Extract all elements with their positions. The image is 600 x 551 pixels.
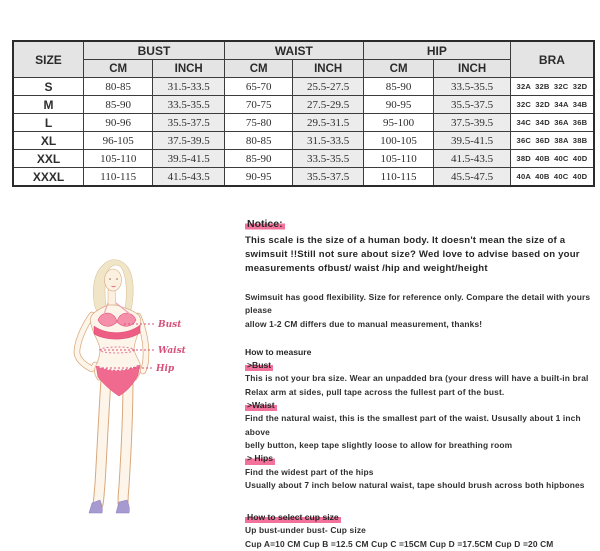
header-bust: BUST	[83, 41, 224, 60]
hip-label: Hip	[156, 364, 175, 374]
hip-inch: 41.5-43.5	[434, 150, 511, 168]
size-label: XL	[13, 132, 83, 150]
cup-size-line: Cup A=10 CM Cup B =12.5 CM Cup C =15CM Cup D =17.5CM Cup D =20 CM	[245, 538, 554, 549]
how-to-measure-title: How to measure	[245, 346, 312, 357]
bra-sizes: 32A 32B 32C 32D	[510, 78, 594, 96]
bust-inch: 31.5-33.5	[153, 78, 225, 96]
flex-line: allow 1-2 CM differs due to manual measurement, thanks!	[245, 318, 483, 329]
bust-inch: 33.5-35.5	[153, 96, 225, 114]
header-bust-cm: CM	[83, 60, 152, 78]
waist-instruction-line: belly button, keep tape slightly loose to allow for breathing room	[245, 439, 513, 450]
header-hip: HIP	[363, 41, 510, 60]
size-label: M	[13, 96, 83, 114]
hip-inch: 45.5-47.5	[434, 168, 511, 187]
bra-sizes: 40A 40B 40C 40D	[510, 168, 594, 187]
waist-inch: 25.5-27.5	[293, 78, 363, 96]
notice-line: measurements ofbust/ waist /hip and weight/height	[245, 263, 488, 274]
hip-cm: 90-95	[363, 96, 433, 114]
table-row-xxxl	[13, 168, 594, 187]
bust-cm: 110-115	[83, 168, 152, 187]
bra-sizes: 32C 32D 34A 34B	[510, 96, 594, 114]
flexibility-note	[245, 291, 597, 331]
bra-sizes: 34C 34D 36A 36B	[510, 114, 594, 132]
waist-cm: 65-70	[224, 78, 292, 96]
bust-inch: 35.5-37.5	[153, 114, 225, 132]
waist-inch: 33.5-35.5	[293, 150, 363, 168]
table-row-m	[13, 96, 594, 114]
header-waist: WAIST	[224, 41, 363, 60]
hip-cm: 110-115	[363, 168, 433, 187]
size-chart-table	[12, 40, 595, 187]
figure-left-shoe	[89, 500, 102, 513]
notice-section	[245, 214, 597, 276]
size-label: S	[13, 78, 83, 96]
figure-head	[105, 269, 122, 291]
table-header-row	[13, 41, 594, 60]
header-hip-cm: CM	[363, 60, 433, 78]
cup-size-line: Up bust-under bust- Cup size	[245, 525, 366, 536]
bust-inch: 41.5-43.5	[153, 168, 225, 187]
size-label: XXXL	[13, 168, 83, 187]
header-hip-inch: INCH	[434, 60, 511, 78]
hips-instruction-line: Find the widest part of the hips	[245, 466, 374, 477]
bust-inch: 39.5-41.5	[153, 150, 225, 168]
waist-inch: 29.5-31.5	[293, 114, 363, 132]
figure-right-leg	[123, 380, 128, 503]
hip-inch: 37.5-39.5	[434, 114, 511, 132]
size-label: L	[13, 114, 83, 132]
hip-cm: 100-105	[363, 132, 433, 150]
cup-size-section	[245, 511, 597, 551]
bra-sizes: 36C 36D 38A 38B	[510, 132, 594, 150]
notice-line: This scale is the size of a human body. It doesn't mean the size of a	[245, 235, 566, 246]
header-bust-inch: INCH	[153, 60, 225, 78]
header-waist-cm: CM	[224, 60, 292, 78]
waist-cm: 75-80	[224, 114, 292, 132]
table-row-l	[13, 114, 594, 132]
table-row-s	[13, 78, 594, 96]
header-bra: BRA	[510, 41, 594, 78]
bust-cm: 90-96	[83, 114, 152, 132]
hip-cm: 85-90	[363, 78, 433, 96]
hip-cm: 95-100	[363, 114, 433, 132]
waist-cm: 85-90	[224, 150, 292, 168]
bust-cm: 80-85	[83, 78, 152, 96]
measurement-guide	[245, 214, 597, 551]
waist-cm: 80-85	[224, 132, 292, 150]
hip-inch: 33.5-35.5	[434, 78, 511, 96]
bust-section-heading: >Bust	[245, 359, 273, 372]
hips-section-heading: > Hips	[245, 452, 275, 465]
cup-size-heading: How to select cup size	[245, 511, 341, 524]
waist-section-heading: >Waist	[245, 399, 277, 412]
figure-neck	[108, 290, 116, 306]
waist-cm: 70-75	[224, 96, 292, 114]
waist-label: Waist	[158, 346, 186, 356]
hip-inch: 39.5-41.5	[434, 132, 511, 150]
hip-cm: 105-110	[363, 150, 433, 168]
bust-instruction-line: Relax arm at sides, pull tape across the fullest part of the bust.	[245, 386, 505, 397]
bust-inch: 37.5-39.5	[153, 132, 225, 150]
measurement-figure	[58, 246, 268, 531]
bust-cm: 105-110	[83, 150, 152, 168]
flex-line: Swimsuit has good flexibility. Size for reference only. Compare the detail with yours please	[245, 292, 591, 316]
waist-inch: 27.5-29.5	[293, 96, 363, 114]
waist-instruction-line: Find the natural waist, this is the smallest part of the waist. Ususally about 1 inch above	[245, 413, 581, 437]
table-subheader-row	[13, 60, 594, 78]
size-label: XXL	[13, 150, 83, 168]
bust-instruction-line: This is not your bra size. Wear an unpadded bra (your dress will have a built-in bral	[245, 373, 589, 384]
how-to-measure-section	[245, 346, 597, 492]
bust-cm: 85-90	[83, 96, 152, 114]
female-figure-sketch-icon	[58, 246, 268, 531]
notice-heading: Notice:	[247, 218, 283, 230]
notice-line: swimsuit !!Still not sure about size? Wed love to advise based on your	[245, 249, 580, 260]
bra-sizes: 38D 40B 40C 40D	[510, 150, 594, 168]
waist-inch: 31.5-33.5	[293, 132, 363, 150]
waist-inch: 35.5-37.5	[293, 168, 363, 187]
waist-cm: 90-95	[224, 168, 292, 187]
header-waist-inch: INCH	[293, 60, 363, 78]
table-row-xxl	[13, 150, 594, 168]
table-row-xl	[13, 132, 594, 150]
hips-instruction-line: Usually about 7 inch below natural waist, tape should brush across both hipbones	[245, 479, 585, 490]
bust-label: Bust	[158, 320, 182, 330]
hip-inch: 35.5-37.5	[434, 96, 511, 114]
bust-cm: 96-105	[83, 132, 152, 150]
header-size: SIZE	[13, 41, 83, 78]
